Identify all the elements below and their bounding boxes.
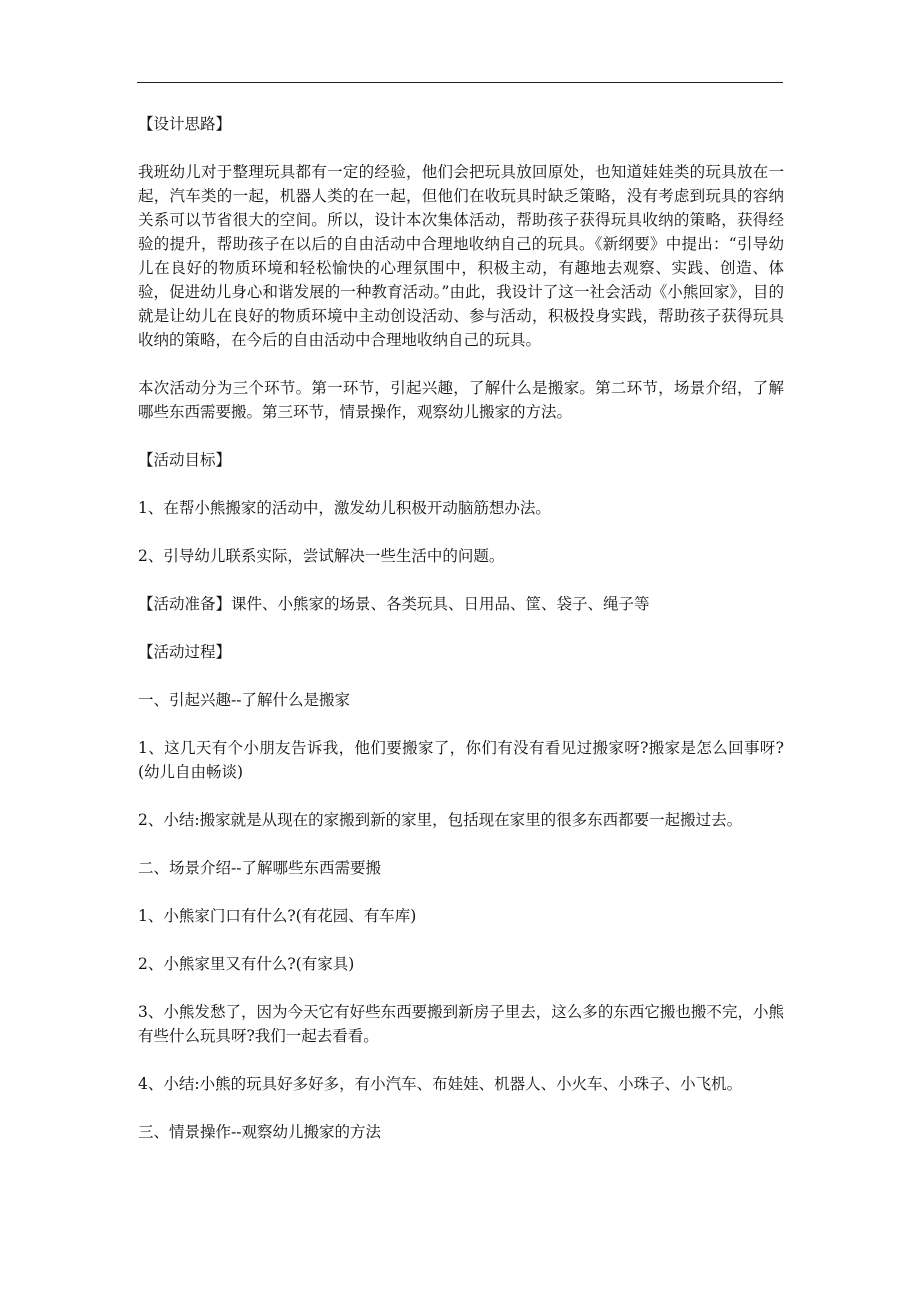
- process-step-1-title: 一、引起兴趣--了解什么是搬家: [138, 691, 350, 709]
- process-step-2-item-2: 2、小熊家里又有什么?(有家具): [138, 955, 355, 973]
- process-step-2-summary: 4、小结:小熊的玩具好多好多，有小汽车、布娃娃、机器人、小火车、小珠子、小飞机。: [138, 1075, 743, 1093]
- section-heading-design-idea: 【设计思路】: [138, 115, 232, 133]
- activity-structure-paragraph: 本次活动分为三个环节。第一环节，引起兴趣，了解什么是搬家。第二环节，场景介绍，了解哪些东西需要搬。第三环节，情景操作，观察幼儿搬家的方法。: [138, 379, 784, 421]
- section-preparation: 【活动准备】课件、小熊家的场景、各类玩具、日用品、筐、袋子、绳子等: [138, 595, 650, 613]
- process-step-2-title: 二、场景介绍--了解哪些东西需要搬: [138, 859, 381, 877]
- section-heading-process: 【活动过程】: [138, 643, 232, 661]
- process-step-1-summary: 2、小结:搬家就是从现在的家搬到新的家里，包括现在家里的很多东西都要一起搬过去。: [138, 811, 743, 829]
- process-step-1-item-1: 1、这几天有个小朋友告诉我，他们要搬家了，你们有没有看见过搬家呀?搬家是怎么回事呀?(幼儿自由畅谈): [138, 739, 784, 781]
- goal-item-1: 1、在帮小熊搬家的活动中，激发幼儿积极开动脑筋想办法。: [138, 499, 551, 517]
- process-step-2-item-3: 3、小熊发愁了，因为今天它有好些东西要搬到新房子里去，这么多的东西它搬也搬不完，小熊有些什么玩具呀?我们一起去看看。: [138, 1003, 784, 1045]
- design-idea-paragraph: 我班幼儿对于整理玩具都有一定的经验，他们会把玩具放回原处，也知道娃娃类的玩具放在一起，汽车类的一起，机器人类的在一起，但他们在收玩具时缺乏策略，没有考虑到玩具的容纳关系可以节省很大的空间。所以，设计本次集体活动，帮助孩子获得玩具收纳的策略，获得经验的提升，帮助孩子在以后的自由活动中合理地收纳自己的玩具。《新纲要》中提出：“引导幼儿在良好的物质环境和轻松愉快的心理氛围中，积极主动，有趣地去观察、实践、创造、体验，促进幼儿身心和谐发展的一种教育活动。”由此，我设计了这一社会活动《小熊回家》，目的就是让幼儿在良好的物质环境中主动创设活动、参与活动，积极投身实践，帮助孩子获得玩具收纳的策略，在今后的自由活动中合理地收纳自己的玩具。: [138, 163, 784, 349]
- header-rule: [137, 82, 783, 83]
- process-step-3-title: 三、情景操作--观察幼儿搬家的方法: [138, 1123, 381, 1141]
- goal-item-2: 2、引导幼儿联系实际，尝试解决一些生活中的问题。: [138, 547, 505, 565]
- section-heading-goals: 【活动目标】: [138, 451, 232, 469]
- document-body: [138, 112, 784, 1168]
- process-step-2-item-1: 1、小熊家门口有什么?(有花园、有车库): [138, 907, 417, 925]
